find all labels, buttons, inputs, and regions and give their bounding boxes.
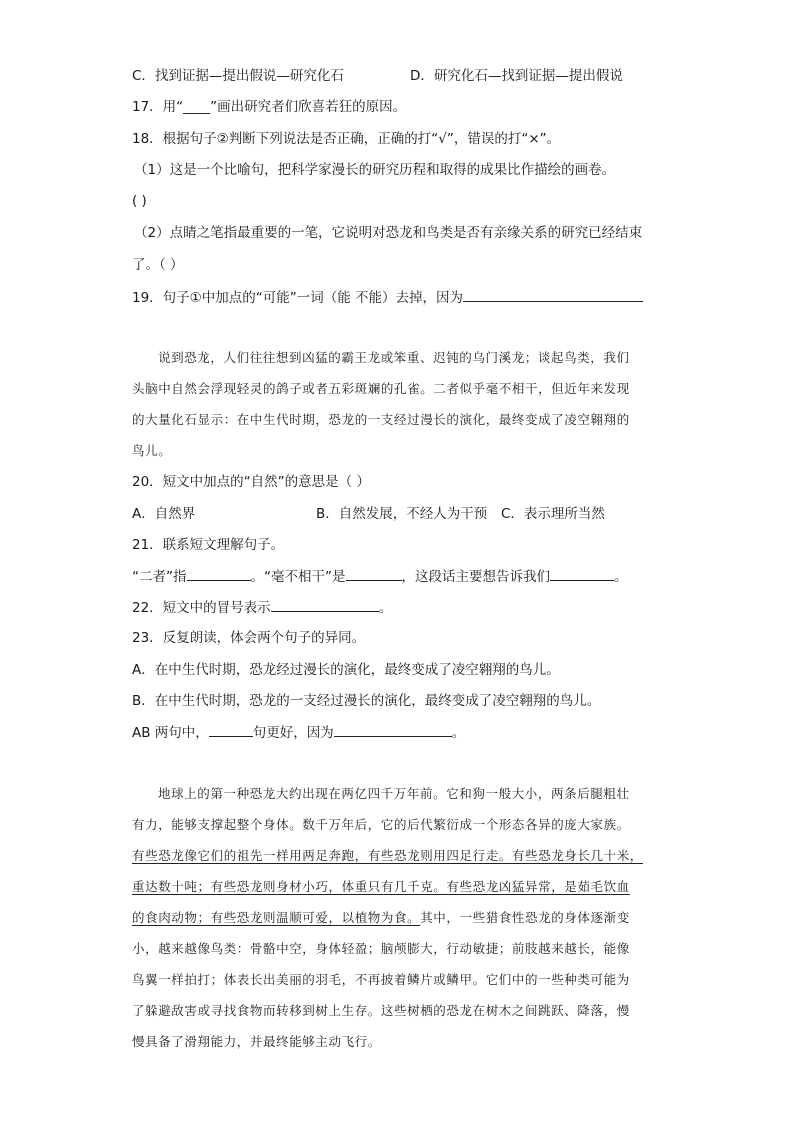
question-18-item-1: （1）这是一个比喻句，把科学家漫长的研究历程和取得的成果比作描绘的画卷。	[134, 162, 616, 178]
passage-2-line-5-rest: 其中，一些猎食性恐龙的身体逐渐变	[420, 910, 630, 925]
q21-part-3: ，这段话主要想告诉我们	[401, 569, 550, 585]
question-20-option-a: A．自然界	[132, 506, 196, 522]
q22-end: 。	[378, 600, 393, 616]
passage-1-line-4: 鸟儿。	[132, 443, 172, 458]
question-18-item-2-cont: 了。（ ）	[132, 257, 184, 273]
question-18-item-2: （2）点睛之笔指最重要的一笔，它说明对恐龙和鸟类是否有亲缘关系的研究已经结束	[134, 225, 643, 241]
question-23-sentence-a: A．在中生代时期，恐龙经过漫长的演化，最终变成了凌空翱翔的鸟儿。	[132, 662, 560, 678]
question-19-text: 19．句子①中加点的“可能”一词（能 不能）去掉，因为	[132, 290, 464, 306]
passage-2-line-7: 鸟翼一样拍打；体表长出美丽的羽毛，不再披着鳞片或鳞甲。它们中的一些种类可能为	[132, 972, 630, 987]
question-17: 17．用“____”画出研究者们欣喜若狂的原因。	[132, 99, 407, 115]
answer-blank[interactable]	[209, 722, 253, 737]
passage-2-line-9: 慢具备了滑翔能力，并最终能够主动飞行。	[132, 1034, 381, 1049]
question-21-blanks	[132, 566, 628, 587]
question-19	[132, 287, 643, 308]
answer-blank[interactable]	[271, 597, 379, 612]
passage-2-line-5	[132, 908, 630, 928]
question-22	[132, 597, 392, 618]
passage-2-line-3: 有些恐龙像它们的祖先一样用两足奔跑，有些恐龙则用四足行走。有些恐龙身长几十米，	[132, 848, 643, 863]
passage-2-line-8: 了躲避敌害或寻找食物而转移到树上生存。这些树栖的恐龙在树木之间跳跃、降落，慢	[132, 1003, 630, 1018]
question-20-option-b: B．自然发展，不经人为干预	[316, 506, 488, 522]
question-18-stem: 18．根据句子②判断下列说法是否正确，正确的打“√”，错误的打“×”。	[132, 131, 561, 147]
q23-part-3: 。	[451, 725, 466, 741]
q21-part-4: 。	[614, 569, 628, 585]
question-23-sentence-b: B．在中生代时期，恐龙的一支经过漫长的演化，最终变成了凌空翱翔的鸟儿。	[132, 693, 601, 709]
option-c: C．找到证据—提出假说—研究化石	[132, 68, 344, 84]
passage-1-line-2: 头脑中自然会浮现轻灵的鸽子或者五彩斑斓的孔雀。二者似乎毫不相干，但近年来发现	[132, 381, 630, 396]
underlined-sentence: 的食肉动物；有些恐龙则温顺可爱，以植物为食。	[132, 910, 421, 925]
question-21-stem: 21．联系短文理解句子。	[132, 537, 285, 553]
question-23-stem: 23．反复朗读，体会两个句子的异同。	[132, 630, 366, 646]
answer-blank[interactable]	[187, 566, 251, 581]
question-20-stem: 20．短文中加点的“自然”的意思是（ ）	[132, 474, 370, 490]
q23-part-1: AB 两句中，	[132, 725, 209, 741]
question-20-option-c: C．表示理所当然	[501, 506, 605, 522]
answer-blank[interactable]	[463, 287, 643, 302]
question-23-answer	[132, 722, 465, 743]
passage-2-line-2: 有力，能够支撑起整个身体。数千万年后，它的后代繁衍成一个形态各异的庞大家族。	[132, 817, 630, 832]
q22-text: 22．短文中的冒号表示	[132, 600, 271, 616]
answer-blank[interactable]	[346, 566, 402, 581]
option-d: D．研究化石—找到证据—提出假说	[410, 68, 623, 84]
passage-2-line-1: 地球上的第一种恐龙大约出现在两亿四千万年前。它和狗一般大小，两条后腿粗壮	[158, 786, 630, 801]
passage-1-line-3: 的大量化石显示：在中生代时期，恐龙的一支经过漫长的演化，最终变成了凌空翱翔的	[132, 412, 630, 427]
q21-part-1: “二者”指	[132, 569, 187, 585]
q21-part-2: 。“毫不相干”是	[250, 569, 346, 585]
answer-blank[interactable]	[334, 722, 452, 737]
passage-1-line-1: 说到恐龙，人们往往想到凶猛的霸王龙或笨重、迟钝的乌门溪龙；谈起鸟类，我们	[158, 350, 630, 365]
passage-2-line-6: 小，越来越像鸟类：骨骼中空，身体轻盈；脑颅膨大，行动敏捷；前肢越来越长，能像	[132, 941, 630, 956]
answer-blank[interactable]	[550, 566, 614, 581]
passage-2-line-4: 重达数十吨；有些恐龙则身材小巧，体重只有几千克。有些恐龙凶猛异常，是茹毛饮血	[132, 879, 630, 894]
q23-part-2: 句更好，因为	[252, 725, 334, 741]
question-18-item-1-answer[interactable]: ( )	[132, 193, 147, 209]
